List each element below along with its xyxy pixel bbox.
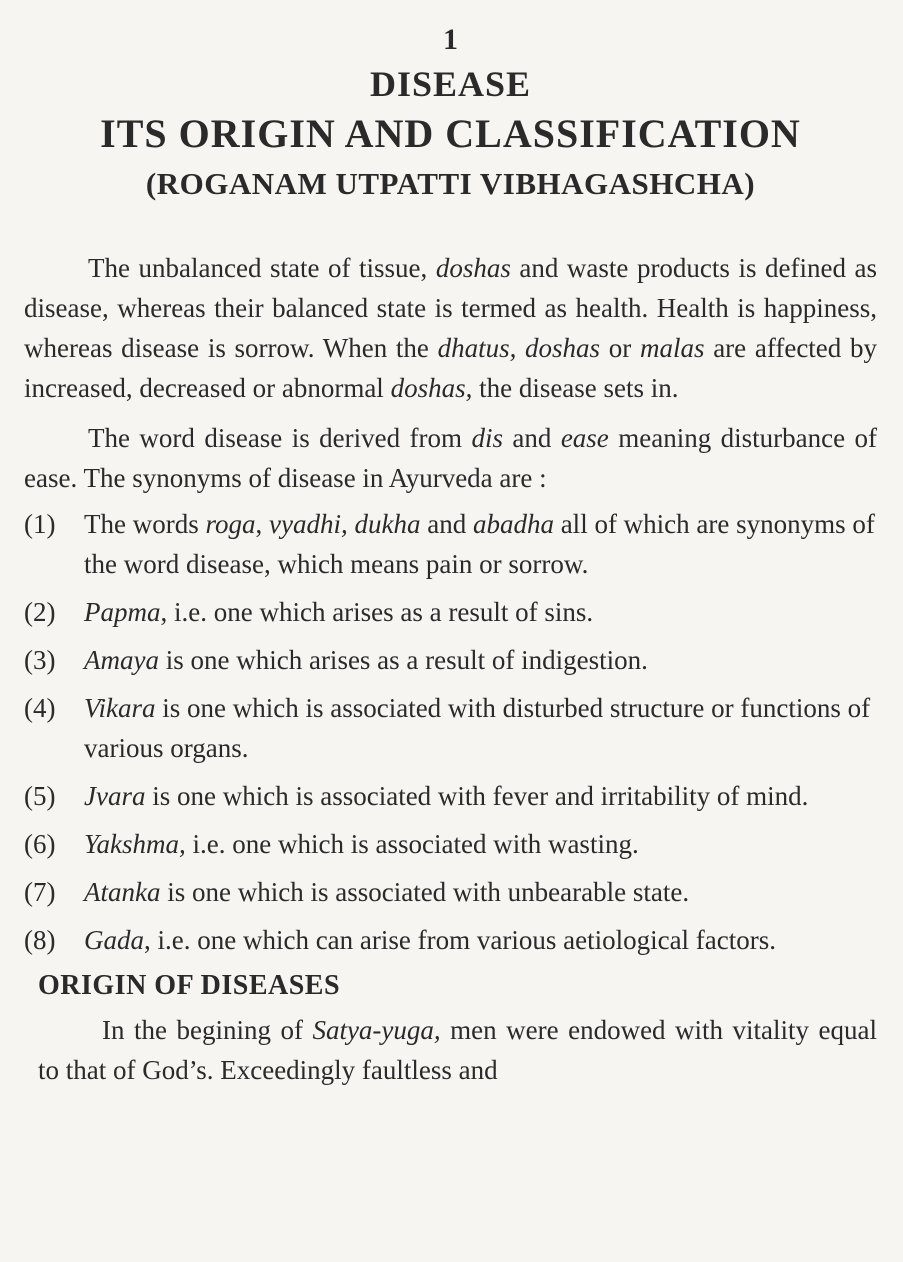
text-run: or [600,333,640,363]
chapter-number: 1 [443,23,458,56]
list-number: (5) [24,781,56,811]
chapter-title-line-3: (ROGANAM UTPATTI VIBHAGASHCHA) [145,166,756,201]
text-run: is one which is associated with fever and irritability of mind. [145,781,809,811]
list-item [24,824,877,864]
list-text [84,640,877,680]
chapter-title-line-1: DISEASE [369,64,532,104]
italic-term: Yakshma, [84,829,186,859]
list-text [84,824,877,864]
text-run: , i.e. one which can arise from various aetiological factors. [144,925,777,955]
italic-term: Amaya [84,645,159,675]
list-item [24,640,877,680]
italic-term: Atanka [84,877,161,907]
italic-term: Papma [84,597,161,627]
text-run: The unbalanced state of tissue, [88,253,436,283]
text-run: and [420,509,473,539]
italic-term: Satya-yuga, [312,1015,441,1045]
italic-term: Jvara [84,781,146,811]
italic-term: dukha [354,509,421,539]
list-number: (7) [24,877,56,907]
list-item [24,776,877,816]
italic-term: Gada [84,925,144,955]
paragraph-definition [24,248,877,408]
text-run: , [255,509,269,539]
italic-term: dhatus, doshas [437,333,601,363]
list-number: (6) [24,829,56,859]
italic-term: Vikara [84,693,156,723]
text-run: meaning disturbance of ease. The synonyms of disease in Ayurveda are : [24,423,877,493]
text-run: , i.e. one which arises as a result of sins. [160,597,594,627]
italic-term: abadha [472,509,554,539]
list-number: (1) [24,509,56,539]
paragraph-etymology [24,418,877,498]
text-run: The words [84,509,206,539]
text-run: i.e. one which is associated with wasting. [185,829,639,859]
chapter-title-line-2: ITS ORIGIN AND CLASSIFICATION [100,111,801,156]
list-text [84,776,877,816]
list-text [84,920,877,960]
section-heading: ORIGIN OF DISEASES [38,970,341,1001]
list-item [24,688,877,768]
text-run: the disease sets in. [472,373,679,403]
text-run: is one which arises as a result of indigestion. [158,645,648,675]
italic-term: malas [639,333,705,363]
text-run: and [502,423,561,453]
text-run: The word disease is derived from [88,423,472,453]
italic-term: doshas [435,253,511,283]
text-run: In the begining of [102,1015,313,1045]
list-number: (3) [24,645,56,675]
list-text [84,504,877,584]
italic-term: vyadhi, [269,509,348,539]
text-run: is one which is associated with disturbed structure or functions of various organs. [84,693,871,763]
list-text [84,592,877,632]
synonym-list [24,504,877,960]
italic-term: roga [205,509,256,539]
italic-term: ease [560,423,609,453]
list-item [24,872,877,912]
list-number: (8) [24,925,56,955]
text-run: all of which are synonyms of the word disease, which means pain or sorrow. [84,509,875,579]
list-text [84,872,877,912]
italic-term: doshas, [390,373,473,403]
list-item [24,592,877,632]
italic-term: dis [471,423,503,453]
list-item [24,504,877,584]
text-run: is one which is associated with unbearable state. [160,877,690,907]
list-number: (2) [24,597,56,627]
list-item [24,920,877,960]
text-run: are affected by increased, decreased or abnormal [24,333,877,403]
text-run: men were endowed with vitality equal to that of God’s. Exceedingly faultless and [38,1015,877,1085]
list-text [84,688,877,768]
list-number: (4) [24,693,56,723]
paragraph-origin [24,1010,877,1090]
text-run: and waste products is defined as disease, whereas their balanced state is termed as health. Health is happiness, whereas disease is sorrow. When the [24,253,878,363]
